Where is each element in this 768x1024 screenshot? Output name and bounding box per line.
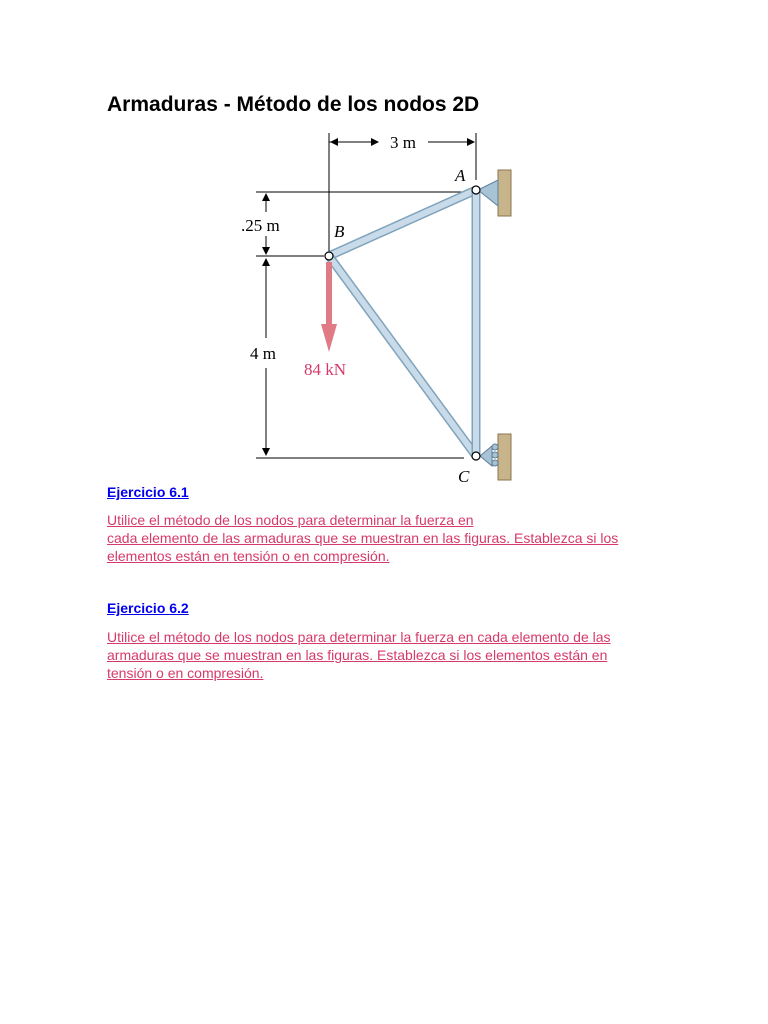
page-title: Armaduras - Método de los nodos 2D	[107, 93, 480, 116]
exercise-text-line: armaduras que se muestran en las figuras. Establezca si los elementos están en	[107, 647, 608, 663]
dimension-upper-label: .25 m	[241, 216, 280, 235]
load-arrow	[321, 262, 337, 352]
exercise-text-6-2[interactable]	[107, 628, 667, 682]
exercise-text-line: tensión o en compresión.	[107, 665, 264, 681]
wall-support-a	[478, 170, 511, 216]
truss-figure	[236, 128, 526, 490]
exercise-link-6-2[interactable]: Ejercicio 6.2	[107, 600, 189, 616]
pin-a	[472, 186, 480, 194]
truss-members	[329, 190, 476, 456]
exercise-link-6-1[interactable]: Ejercicio 6.1	[107, 484, 189, 500]
node-label-a: A	[455, 166, 466, 185]
exercise-text-6-1[interactable]	[107, 511, 667, 565]
wall-support-c	[480, 434, 511, 480]
dimension-lower-label: 4 m	[250, 344, 276, 363]
exercise-text-line: Utilice el método de los nodos para determinar la fuerza en cada elemento de las	[107, 629, 611, 645]
exercise-text-line: elementos están en tensión o en compresión.	[107, 548, 390, 564]
node-label-c: C	[458, 467, 470, 486]
pin-c	[472, 452, 480, 460]
pin-b	[325, 252, 333, 260]
exercise-text-line: cada elemento de las armaduras que se muestran en las figuras. Establezca si los	[107, 530, 619, 546]
exercise-text-line: Utilice el método de los nodos para determinar la fuerza en	[107, 512, 474, 528]
load-label: 84 kN	[304, 360, 347, 379]
node-label-b: B	[334, 222, 345, 241]
dimension-3m-label: 3 m	[390, 133, 416, 152]
